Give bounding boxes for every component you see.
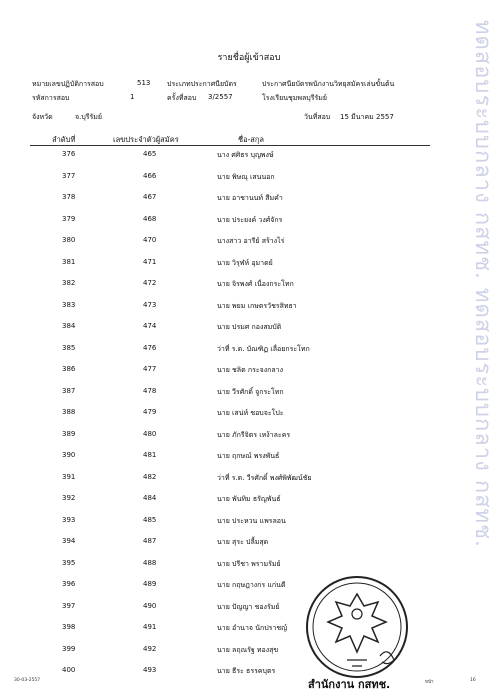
- row-seq: 384: [62, 322, 76, 330]
- row-seq: 398: [62, 623, 76, 631]
- row-seq: 393: [62, 515, 76, 524]
- row-seq: 376: [62, 150, 76, 158]
- row-candidate-id: 471: [143, 257, 157, 266]
- row-seq: 383: [62, 300, 76, 309]
- footer-page-label: หน้า: [425, 680, 434, 685]
- table-row: [0, 473, 498, 491]
- row-name: นาย ลฤณรัฐ ทองสุข: [217, 645, 279, 654]
- row-seq: 382: [62, 279, 76, 287]
- row-name: นาย วีรศักดิ์ จูกระโทก: [217, 387, 284, 396]
- row-seq: 390: [62, 451, 76, 459]
- table-row: [0, 666, 498, 684]
- row-name: นาย วิรุฬห์ อุมาดย์: [217, 258, 273, 267]
- row-name: นาย อำนาจ นักปราชญ์: [217, 624, 288, 632]
- table-row: [0, 365, 498, 383]
- code-label: รหัสการสอบ: [32, 94, 70, 102]
- row-seq: 392: [62, 494, 76, 502]
- row-seq: 395: [62, 558, 76, 567]
- date-label: วันที่สอบ: [304, 113, 331, 121]
- type-label: ประเภทประกาศนียบัตร: [167, 80, 237, 88]
- table-row: [0, 580, 498, 598]
- table-row: [0, 451, 498, 469]
- round-label: ครั้งที่สอบ: [167, 94, 197, 102]
- row-name: นาย พิษณุ เสนนอก: [217, 172, 275, 181]
- table-row: [0, 494, 498, 512]
- row-candidate-id: 472: [143, 279, 157, 287]
- row-candidate-id: 484: [143, 494, 157, 502]
- row-seq: 396: [62, 580, 76, 588]
- table-row: [0, 430, 498, 448]
- row-name: นาย เสน่ห์ ชอบจะโปะ: [217, 409, 284, 417]
- row-name: นาย ปรมศ กองสมบัติ: [217, 323, 282, 331]
- table-row: [0, 279, 498, 297]
- row-candidate-id: 490: [143, 601, 157, 610]
- row-candidate-id: 481: [143, 451, 157, 459]
- table-row: [0, 215, 498, 233]
- exam-no-label: หมายเลขปฏิบัติการสอบ: [32, 80, 104, 88]
- row-seq: 379: [62, 214, 76, 223]
- row-candidate-id: 473: [143, 300, 157, 309]
- row-name: นาย กฤษฎางกร แก่นดี: [217, 581, 286, 589]
- row-candidate-id: 491: [143, 623, 157, 631]
- row-name: นาย พันทิม ธรัญพันธ์: [217, 495, 281, 503]
- row-seq: 397: [62, 601, 76, 610]
- table-row: [0, 623, 498, 641]
- row-name: ว่าที่ ร.ต. วีรศักดิ์ พงศ์พิพัฒน์ชัย: [217, 473, 312, 482]
- row-name: นาย ภักรีจิตร เหง้าละคร: [217, 430, 291, 439]
- row-seq: 391: [62, 472, 76, 481]
- row-seq: 381: [62, 257, 76, 266]
- row-name: นาง ศศิธร บุญพงษ์: [217, 151, 274, 159]
- province-label: จังหวัด: [32, 113, 53, 121]
- row-seq: 387: [62, 386, 76, 395]
- table-row: [0, 537, 498, 555]
- row-candidate-id: 466: [143, 171, 157, 180]
- table-row: [0, 322, 498, 340]
- stamp-label: สำนักงาน กสทช.: [308, 678, 391, 691]
- row-candidate-id: 477: [143, 365, 157, 373]
- row-seq: 399: [62, 644, 76, 653]
- row-name: นาย พยม เกษตรวัชรสิทธา: [217, 301, 297, 310]
- row-name: นาย ประยงค์ วงศ์จักร: [217, 215, 283, 224]
- row-seq: 385: [62, 343, 76, 352]
- table-row: [0, 301, 498, 319]
- row-candidate-id: 467: [143, 193, 157, 201]
- row-candidate-id: 488: [143, 558, 157, 567]
- table-row: [0, 645, 498, 663]
- row-seq: 386: [62, 365, 76, 373]
- date-value: 15 มีนาคม 2557: [340, 113, 394, 121]
- footer-date: 30-03-2557: [14, 678, 41, 683]
- table-row: [0, 516, 498, 534]
- table-row: [0, 236, 498, 254]
- column-header-id: เลขประจำตัวผู้สมัคร: [113, 135, 179, 144]
- table-row: [0, 344, 498, 362]
- row-candidate-id: 489: [143, 580, 157, 588]
- row-candidate-id: 493: [143, 666, 157, 674]
- footer-page-number: 16: [470, 678, 476, 683]
- row-candidate-id: 492: [143, 644, 157, 653]
- row-seq: 378: [62, 193, 76, 201]
- row-candidate-id: 476: [143, 343, 157, 352]
- row-name: นาย ธีระ ธรรคบุตร: [217, 667, 276, 675]
- column-header-name: ชื่อ-สกุล: [238, 135, 265, 144]
- code-value: 1: [130, 93, 135, 101]
- row-candidate-id: 468: [143, 214, 157, 223]
- row-seq: 394: [62, 537, 76, 545]
- table-row: [0, 258, 498, 276]
- row-name: นาย ประหวน แพรลอน: [217, 516, 286, 525]
- row-name: นาย อาชานนท์ สีมคำ: [217, 194, 283, 202]
- row-candidate-id: 470: [143, 236, 157, 244]
- row-name: นาย ฤกษณ์ พรงพันธ์: [217, 452, 280, 460]
- row-name: นาย สุระ ปลื้มสุด: [217, 538, 269, 546]
- table-row: [0, 602, 498, 620]
- table-row: [0, 193, 498, 211]
- row-candidate-id: 479: [143, 408, 157, 416]
- row-candidate-id: 474: [143, 322, 157, 330]
- table-row: [0, 408, 498, 426]
- row-name: นาย ปัญญา ชองรัมย์: [217, 602, 280, 611]
- row-seq: 380: [62, 236, 76, 244]
- type-value: ประกาศนียบัตรพนักงานวิทยุสมัครเล่นขั้นต้น: [262, 80, 395, 88]
- row-seq: 388: [62, 408, 76, 416]
- watermark: ทดสอบระบบกลาง กสทช. ทดสอบระบบกลาง กสทช.: [470, 20, 495, 549]
- row-name: นาย ชลิต กระจงกลาง: [217, 366, 284, 374]
- table-row: [0, 172, 498, 190]
- exam-no-value: 513: [137, 79, 151, 87]
- column-header-seq: ลำดับที่: [52, 135, 76, 144]
- row-candidate-id: 485: [143, 515, 157, 524]
- row-seq: 377: [62, 171, 76, 180]
- venue: โรงเรียนชุมพลบุรีรัมย์: [262, 94, 327, 102]
- garuda-seal-icon: [302, 572, 412, 692]
- row-seq: 400: [62, 666, 76, 674]
- row-seq: 389: [62, 429, 76, 438]
- table-row: [0, 559, 498, 577]
- row-candidate-id: 480: [143, 429, 157, 438]
- row-name: นาย จิรพงศ์ เนื่องกระโทก: [217, 280, 294, 288]
- document-title: รายชื่อผู้เข้าสอบ: [217, 53, 281, 63]
- table-row: [0, 150, 498, 168]
- row-name: ว่าที่ ร.ต. บัณฑิฏ เลื่อยกระโทก: [217, 344, 310, 353]
- row-name: นาย ปรีชา พรามรัมย์: [217, 559, 281, 568]
- province-value: จ.บุรีรัมย์: [75, 113, 103, 121]
- row-candidate-id: 478: [143, 386, 157, 395]
- row-candidate-id: 465: [143, 150, 157, 158]
- row-candidate-id: 487: [143, 537, 157, 545]
- table-row: [0, 387, 498, 405]
- round-value: 3/2557: [208, 93, 233, 101]
- header-divider: [30, 145, 430, 146]
- row-candidate-id: 482: [143, 472, 157, 481]
- row-name: นางสาว อารีย์ สร้างไร่: [217, 237, 285, 245]
